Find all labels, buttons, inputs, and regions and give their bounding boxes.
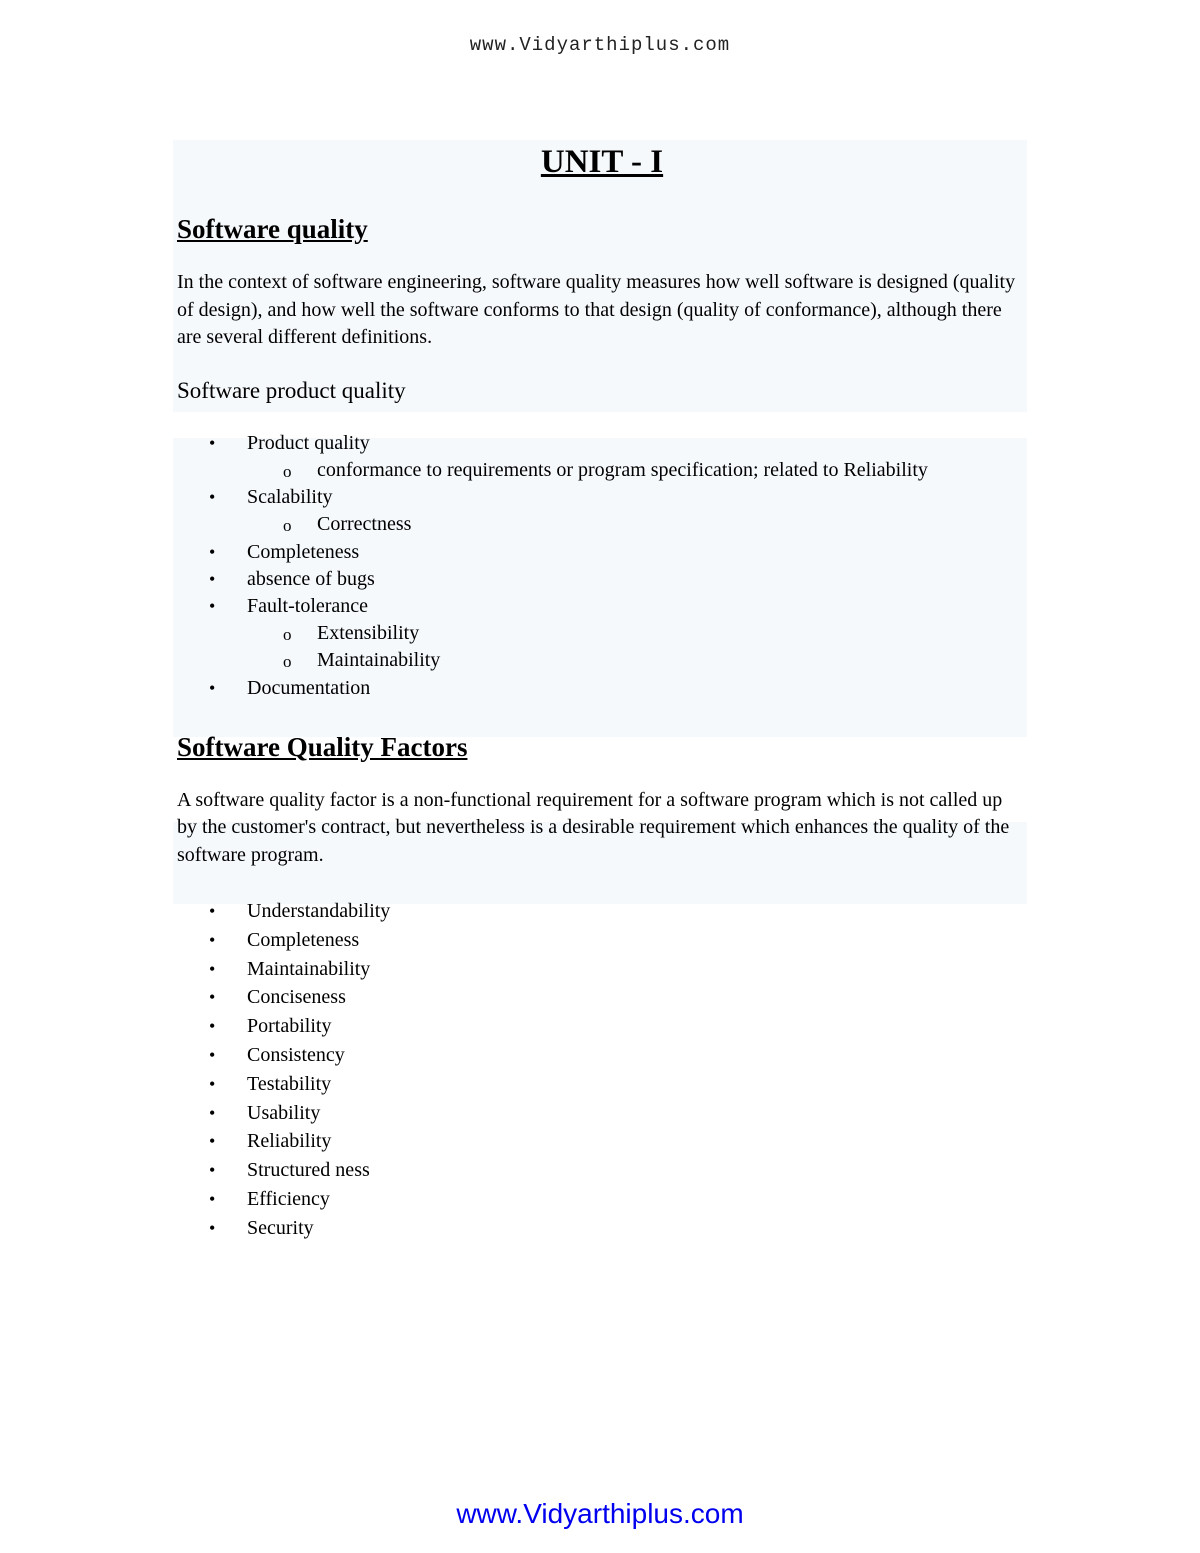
section-heading-quality-factors: Software Quality Factors	[177, 731, 468, 762]
bullet-icon: •	[209, 1188, 216, 1209]
list-item-label: Consistency	[247, 1043, 345, 1066]
header-url: www.Vidyarthiplus.com	[469, 34, 731, 56]
list-item-label: Portability	[247, 1015, 332, 1038]
list-item	[177, 897, 1027, 926]
sub-list-item-label: Extensibility	[317, 621, 420, 644]
list-item	[177, 566, 1027, 593]
quality-factors-paragraph: A software quality factor is a non-functional requirement for a software program which is not called up by the customer's contract, but nevertheless is a desirable requirement which enhances the quality of the software program.	[177, 788, 1010, 866]
list-item-label: Usability	[247, 1101, 321, 1124]
bullet-icon: •	[209, 677, 216, 698]
product-quality-list	[177, 430, 1027, 702]
list-item	[177, 484, 1027, 539]
list-item	[177, 955, 1027, 984]
list-item-label: Completeness	[247, 540, 360, 563]
list-item	[177, 1012, 1027, 1041]
circle-bullet-icon: o	[283, 652, 292, 671]
bullet-icon: •	[209, 487, 216, 507]
list-item	[177, 675, 1027, 702]
list-item-label: Security	[247, 1216, 314, 1239]
list-item-label: Documentation	[247, 676, 371, 699]
list-item-label: absence of bugs	[247, 567, 375, 590]
software-quality-paragraph: In the context of software engineering, software quality measures how well software is designed (quality of design), and how well the software conforms to that design (quality of conformance), although there are several different definitions.	[177, 271, 1016, 348]
list-item-label: Scalability	[247, 486, 333, 508]
sub-list-item-label: conformance to requirements or program specification; related to Reliability	[317, 458, 928, 481]
unit-title: UNIT - I	[540, 144, 664, 180]
sub-list	[247, 620, 1027, 675]
circle-bullet-icon: o	[283, 516, 292, 535]
list-item-label: Fault-tolerance	[247, 594, 369, 617]
list-item	[177, 1041, 1027, 1070]
bullet-icon: •	[209, 1073, 216, 1094]
bullet-icon: •	[209, 929, 216, 950]
quality-factors-list	[177, 897, 1027, 1243]
footer-link[interactable]: www.Vidyarthiplus.com	[456, 1498, 744, 1529]
bullet-icon: •	[209, 595, 216, 616]
section-heading-software-quality: Software quality	[177, 214, 368, 244]
list-item	[177, 1070, 1027, 1099]
list-item	[177, 926, 1027, 955]
bullet-icon: •	[209, 901, 216, 921]
sub-list-item	[247, 647, 1027, 675]
list-item	[177, 1214, 1027, 1243]
list-item-label: Understandability	[247, 900, 391, 922]
list-item-label: Product quality	[247, 431, 370, 454]
list-item-label: Testability	[247, 1072, 332, 1095]
bullet-icon: •	[209, 1217, 216, 1238]
bullet-icon: •	[209, 568, 216, 589]
bullet-icon: •	[209, 987, 216, 1008]
list-item	[177, 1099, 1027, 1128]
bullet-icon: •	[209, 432, 216, 453]
list-item	[177, 1156, 1027, 1185]
list-item-label: Reliability	[247, 1130, 332, 1153]
sub-list-item-label: Correctness	[317, 513, 412, 535]
sub-list-item	[247, 511, 1027, 539]
list-item	[177, 1127, 1027, 1156]
sub-list-item-label: Maintainability	[317, 649, 441, 671]
bullet-icon: •	[209, 1044, 216, 1065]
bullet-icon: •	[209, 1016, 216, 1037]
bullet-icon: •	[209, 1160, 216, 1181]
list-item	[177, 983, 1027, 1012]
sub-list	[247, 457, 1027, 485]
list-item	[177, 430, 1027, 485]
list-item-label: Maintainability	[247, 957, 371, 980]
list-item-label: Completeness	[247, 928, 360, 951]
bullet-icon: •	[209, 1102, 216, 1123]
list-item	[177, 593, 1027, 675]
bullet-icon: •	[209, 1131, 216, 1152]
circle-bullet-icon: o	[283, 461, 292, 481]
sub-list-item	[247, 457, 1027, 485]
bullet-icon: •	[209, 541, 216, 562]
product-quality-subheading: Software product quality	[177, 377, 406, 403]
bullet-icon: •	[209, 958, 216, 979]
document-body	[177, 140, 1027, 1243]
list-item	[177, 539, 1027, 566]
sub-list	[247, 511, 1027, 539]
sub-list-item	[247, 620, 1027, 648]
list-item	[177, 1185, 1027, 1214]
list-item-label: Efficiency	[247, 1187, 330, 1210]
list-item-label: Conciseness	[247, 986, 346, 1009]
circle-bullet-icon: o	[283, 624, 292, 644]
list-item-label: Structured ness	[247, 1159, 370, 1182]
